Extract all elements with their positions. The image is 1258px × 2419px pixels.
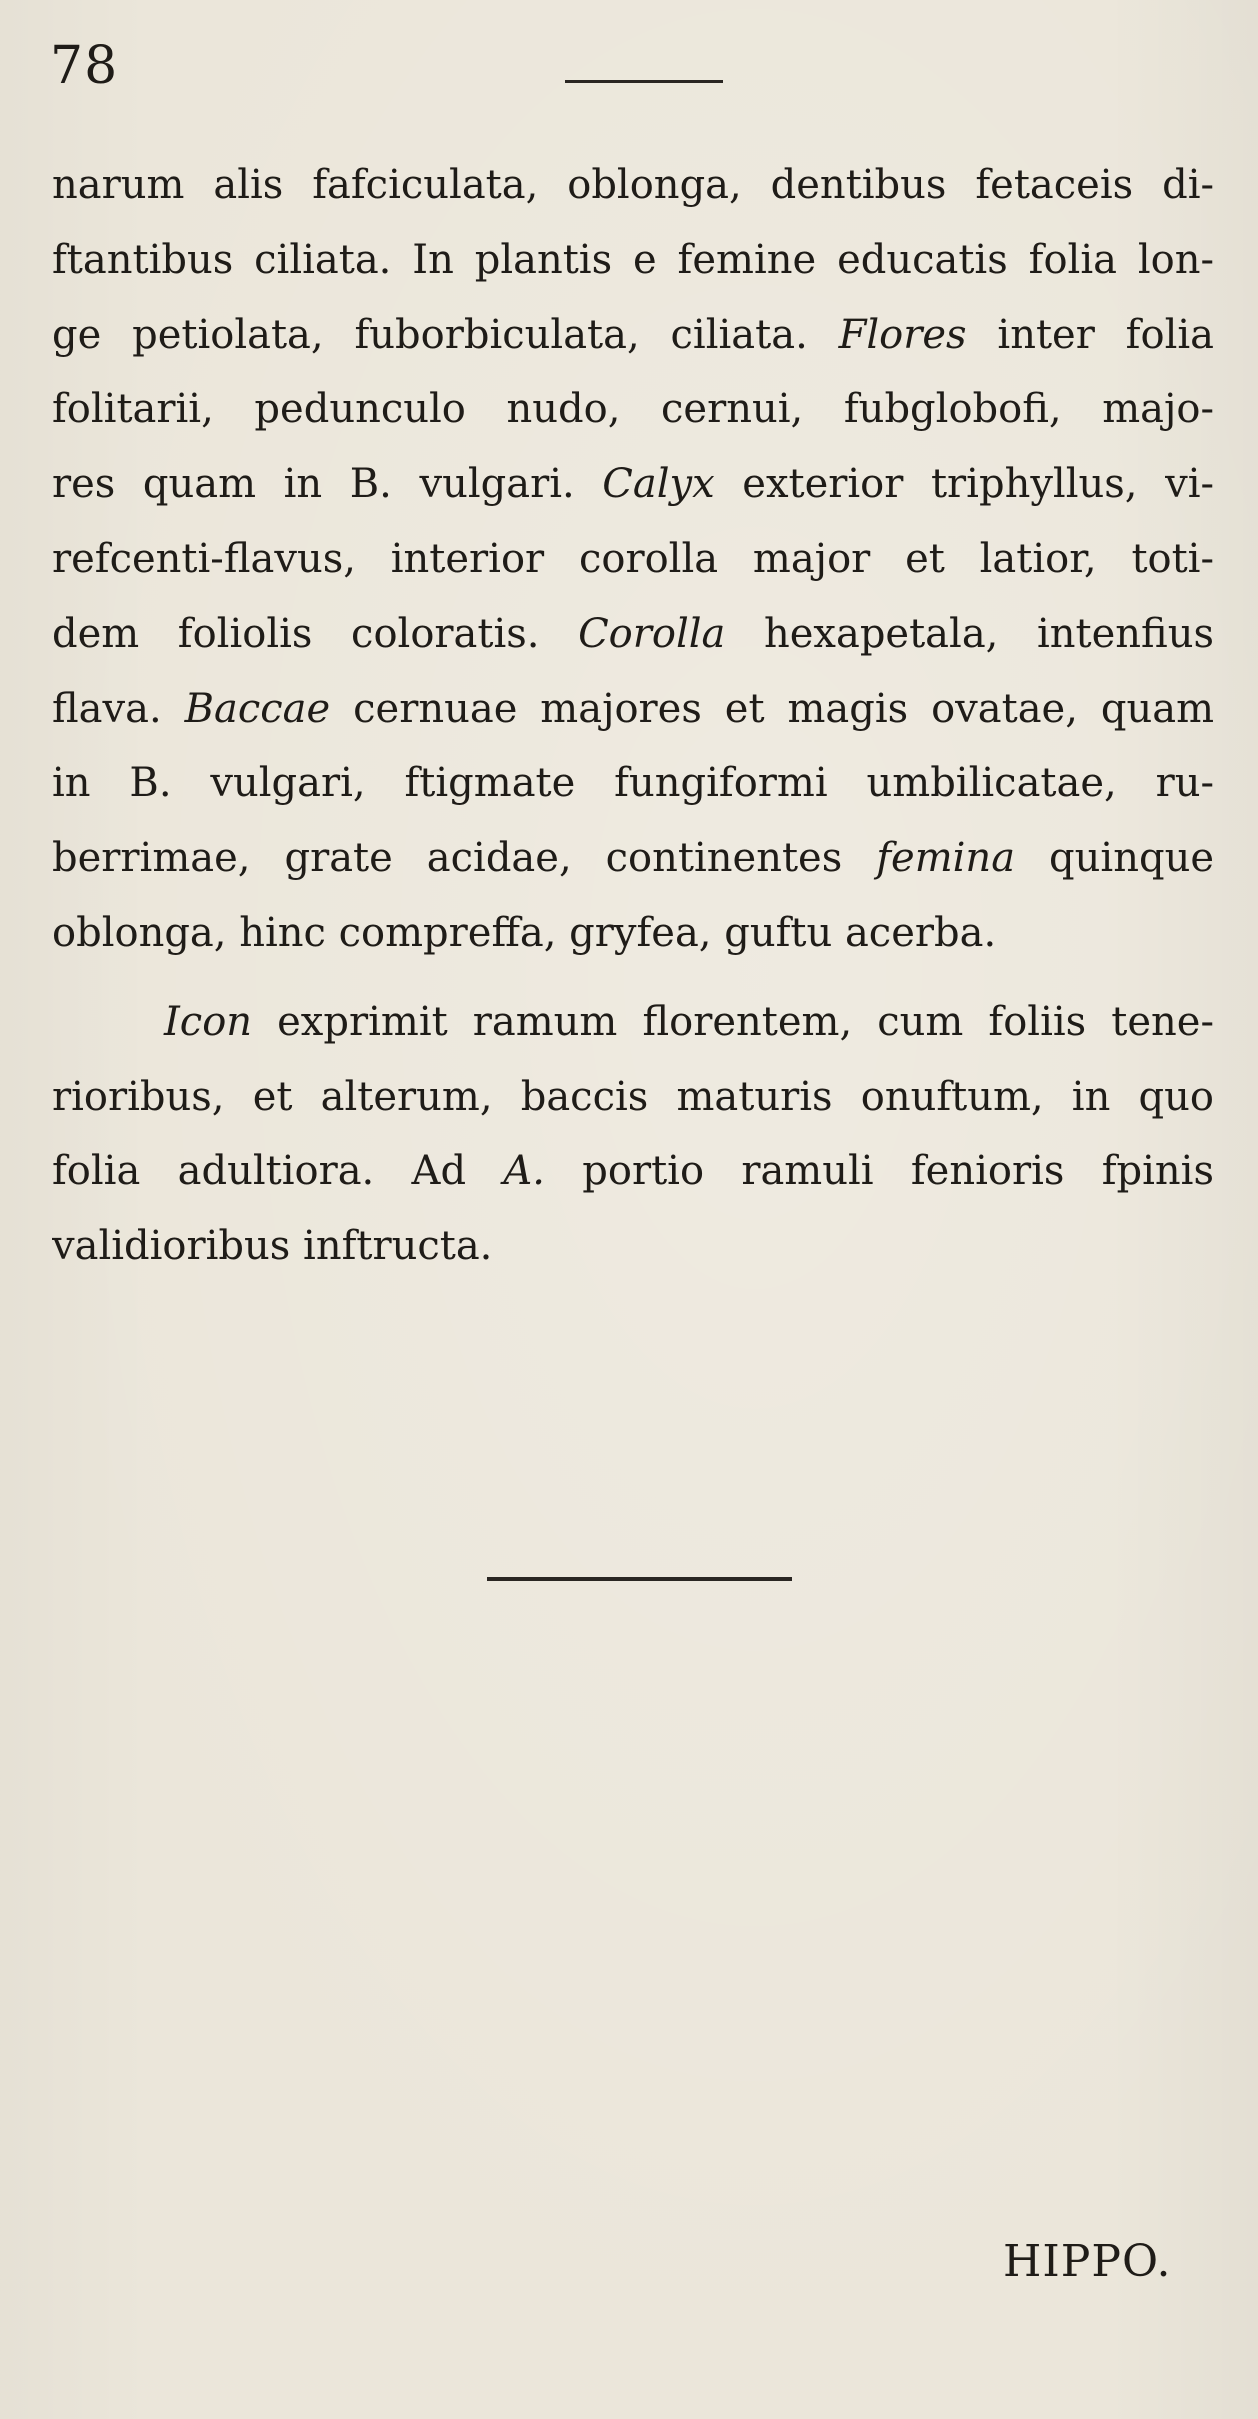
italic-term: femina — [876, 835, 1016, 882]
page-number: 78 — [50, 36, 119, 96]
italic-term: Baccae — [184, 685, 331, 732]
text-run: exprimit ramum florentem, cum foliis tene- — [252, 998, 1214, 1045]
text-run: folia adultiora. Ad — [52, 1148, 504, 1195]
text-run: inter folia — [966, 311, 1214, 358]
text-run: res quam in B. vulgari. — [52, 461, 603, 508]
text-run: in B. vulgari, ftigmate fungiformi umbilicatae, ru- — [52, 760, 1214, 807]
text-run: ge petiolata, fuborbiculata, ciliata. — [52, 311, 839, 358]
section-end-rule — [487, 1577, 792, 1581]
text-run: rioribus, et alterum, baccis maturis onuftum, in quo — [52, 1073, 1214, 1120]
text-line — [52, 985, 1214, 1060]
text-run: oblonga, hinc compreffa, gryfea, guftu acerba. — [52, 909, 997, 956]
paragraph-icon — [52, 985, 1214, 1284]
text-run: narum alis fafciculata, oblonga, dentibus fetaceis di- — [52, 162, 1214, 208]
text-run: ftantibus ciliata. In plantis e femine educatis folia lon- — [52, 236, 1214, 283]
text-line — [52, 148, 1214, 223]
text-line — [52, 821, 1214, 896]
paragraph-description — [52, 148, 1214, 971]
text-line — [52, 746, 1214, 821]
text-line — [52, 372, 1214, 447]
text-line — [52, 597, 1214, 672]
text-line — [52, 522, 1214, 597]
text-line — [52, 298, 1214, 373]
text-line — [52, 672, 1214, 747]
text-run: validioribus inftructa. — [52, 1223, 493, 1270]
text-line — [52, 896, 1214, 971]
text-run: berrimae, grate acidae, continentes — [52, 835, 877, 882]
text-run: flava. — [52, 685, 185, 732]
text-run: exterior triphyllus, vi- — [714, 461, 1214, 508]
italic-term: Flores — [838, 311, 967, 358]
italic-term: Icon — [164, 998, 253, 1045]
text-run: folitarii, pedunculo nudo, cernui, fubglobofi, majo- — [52, 386, 1214, 433]
paragraph-gap — [52, 971, 1214, 985]
text-run: quinque — [1015, 835, 1214, 882]
text-run: dem foliolis coloratis. — [52, 610, 579, 657]
italic-term: Calyx — [602, 461, 715, 508]
text-run: refcenti-flavus, interior corolla major et latior, toti- — [52, 535, 1214, 582]
text-line — [52, 1134, 1214, 1209]
text-run: hexapetala, intenfius — [725, 610, 1214, 657]
text-run: cernuae majores et magis ovatae, quam — [330, 685, 1214, 732]
text-line — [52, 1209, 1214, 1284]
italic-term: Corolla — [578, 610, 726, 657]
text-line — [52, 1060, 1214, 1135]
text-line — [52, 223, 1214, 298]
text-run: portio ramuli fenioris fpinis — [544, 1148, 1214, 1195]
italic-term: A. — [503, 1148, 545, 1195]
body-text — [52, 148, 1214, 1284]
catchword: HIPPO. — [1003, 2236, 1172, 2287]
text-line — [52, 447, 1214, 522]
header-rule — [565, 80, 723, 83]
